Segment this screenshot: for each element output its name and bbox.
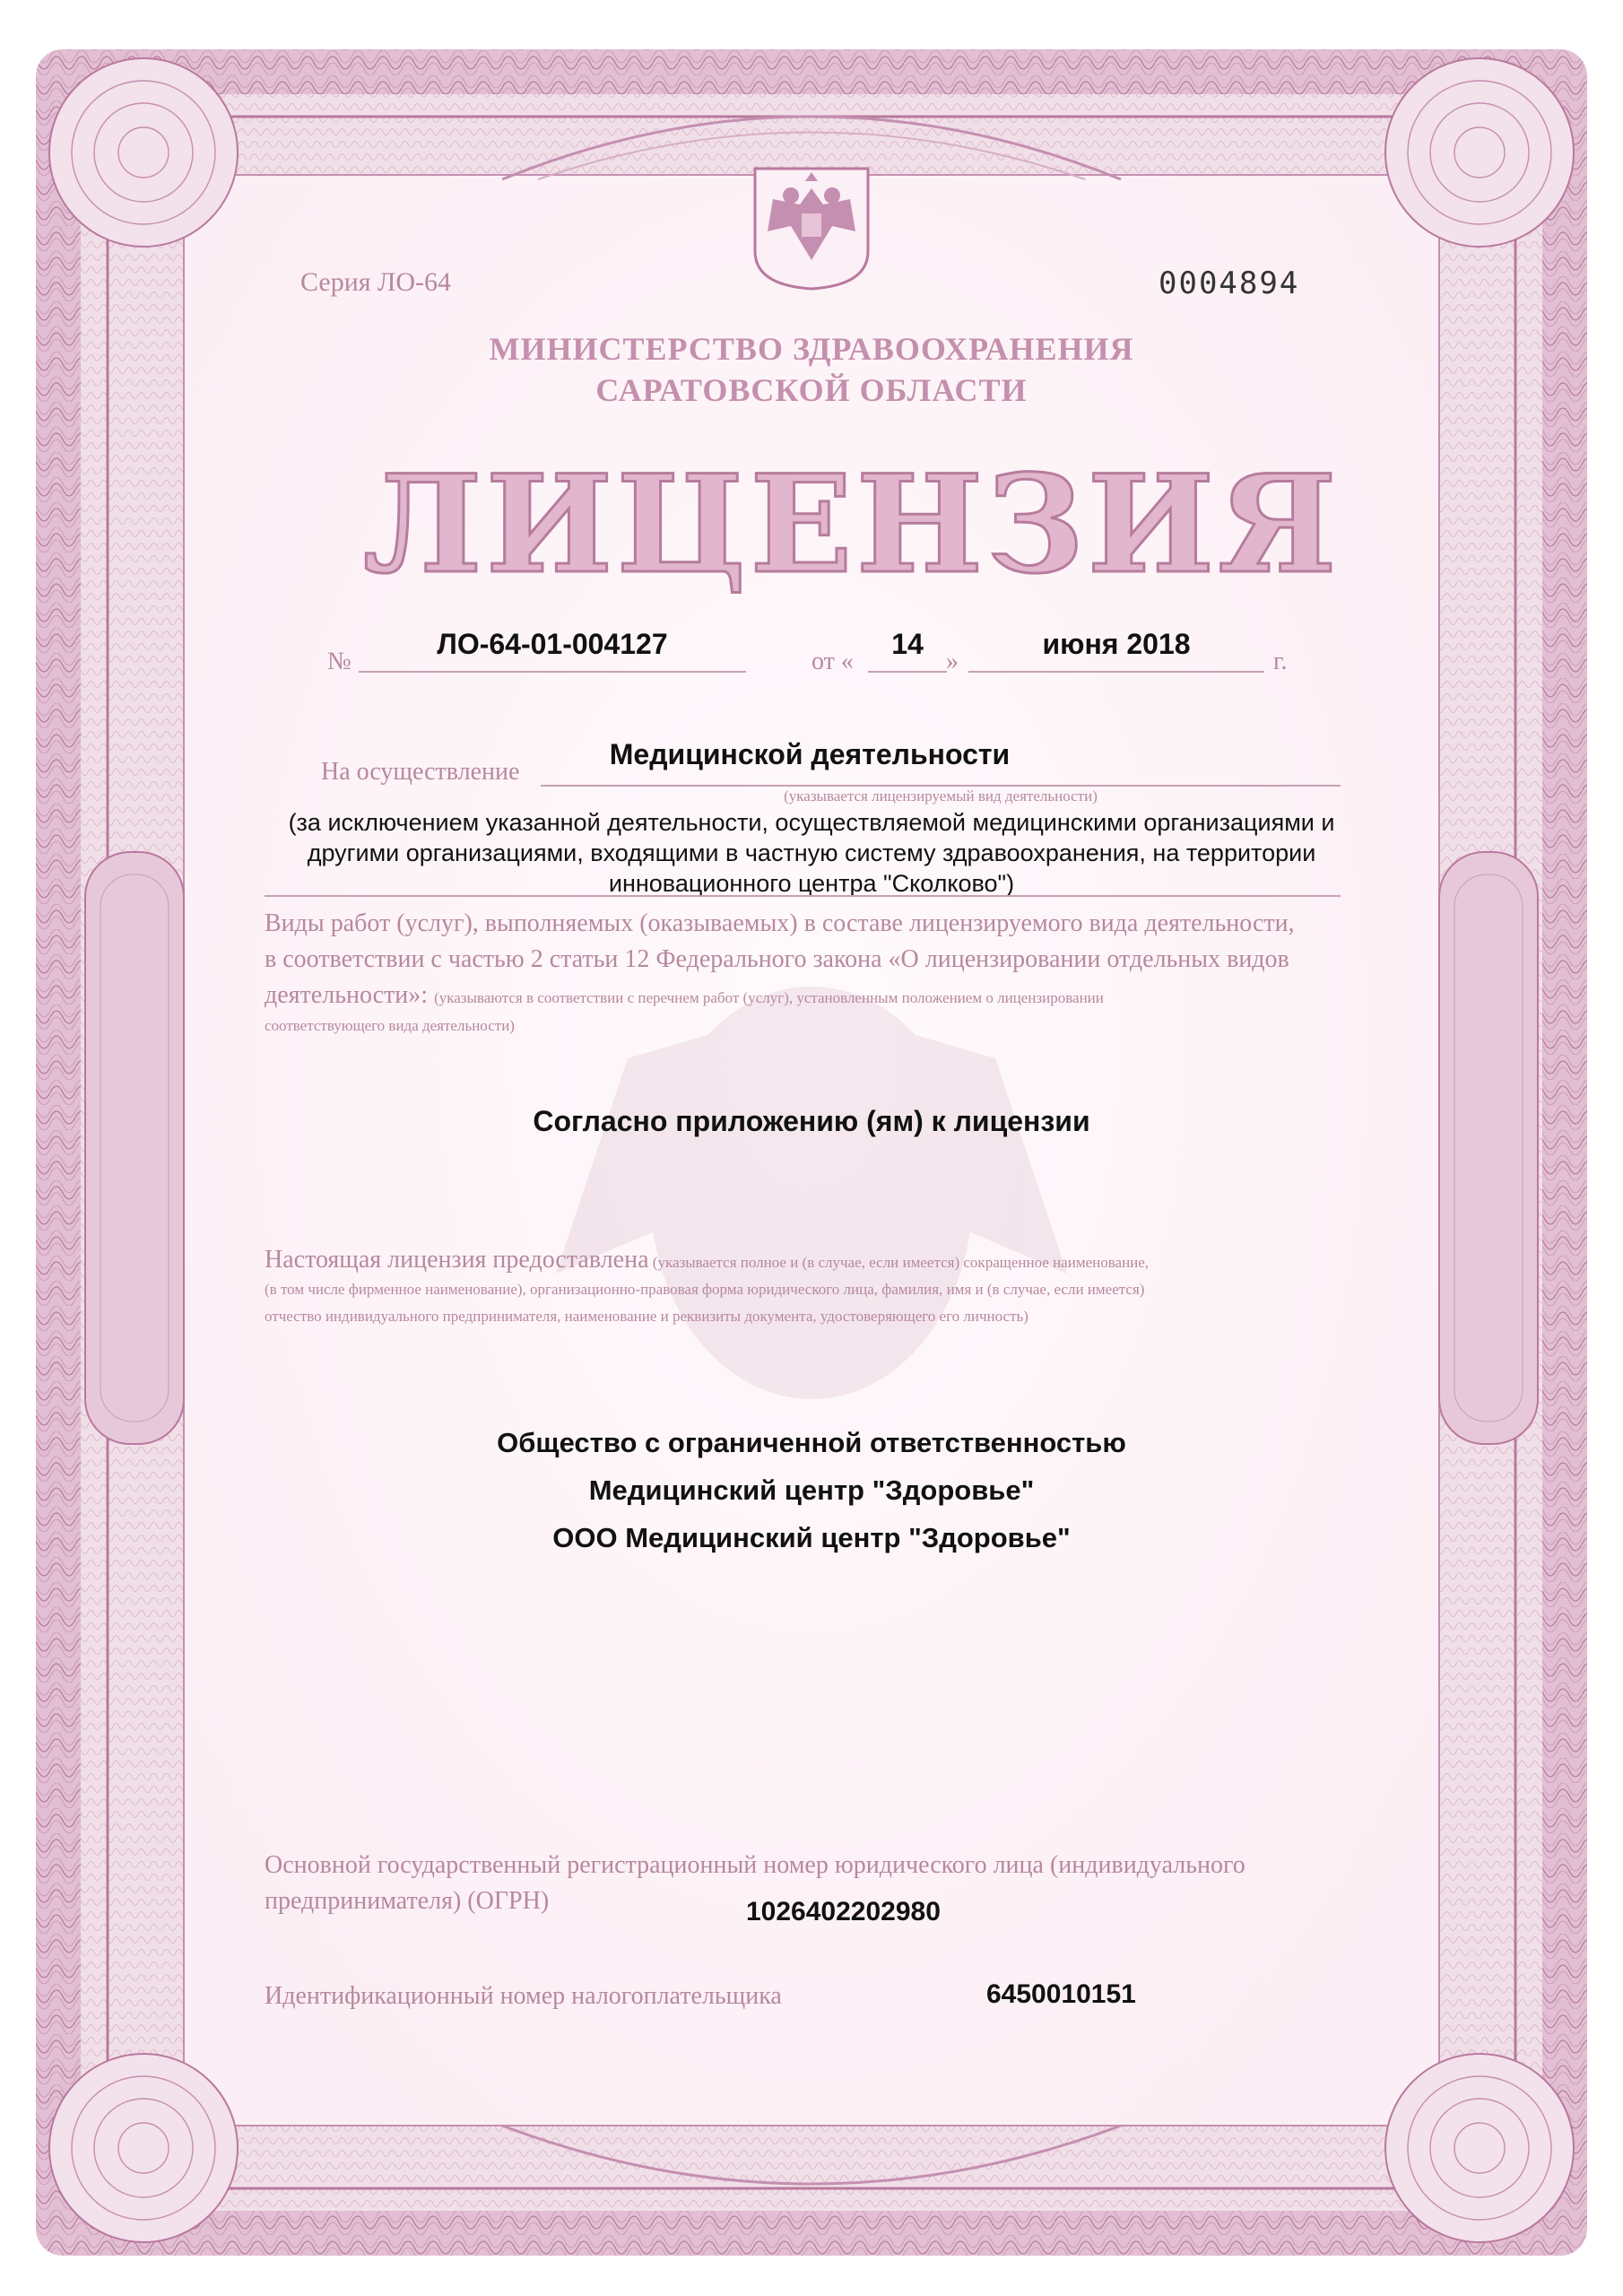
day-suffix: » (946, 648, 959, 675)
license-month-year: июня 2018 (1042, 628, 1191, 660)
works-value: Согласно приложению (ям) к лицензии (533, 1105, 1090, 1137)
ogrn-label-line-2: предпринимателя) (ОГРН) (265, 1887, 550, 1915)
licensee-description (265, 1247, 1367, 1330)
license-day: 14 (891, 628, 924, 660)
works-description (265, 906, 1367, 1036)
works-line-3-main: деятельности»: (265, 981, 429, 1009)
ogrn-value: 1026402202980 (746, 1897, 941, 1926)
works-line-1: Виды работ (услуг), выполняемых (оказываемых) в составе лицензируемого вида деятельности, (265, 909, 1295, 937)
year-suffix: г. (1273, 648, 1288, 675)
license-number: ЛО-64-01-004127 (437, 628, 668, 660)
licensee-hint-3: отчество индивидуального предпринимателя, наименование и реквизиты документа, удостоверяющего его личность) (265, 1308, 1028, 1325)
activity-details-line-3: инновационного центра "Сколково") (608, 870, 1015, 897)
number-prefix: № (327, 648, 352, 675)
licensee-name-line-3: ООО Медицинский центр "Здоровье" (552, 1522, 1071, 1553)
ogrn-label-line-1: Основной государственный регистрационный номер юридического лица (индивидуального (265, 1851, 1245, 1879)
licensee-hint-1: (указывается полное и (в случае, если имеется) сокращенное наименование, (652, 1254, 1150, 1271)
series-label: Серия ЛО-64 (300, 267, 452, 297)
activity-label: На осуществление (321, 758, 520, 786)
blank-number: 0004894 (1159, 265, 1300, 301)
double-headed-eagle-icon (746, 161, 877, 292)
licensee-label: Настоящая лицензия предоставлена (265, 1246, 649, 1274)
activity-details-line-2: другими организациями, входящими в частную систему здравоохранения, на территории (307, 839, 1316, 866)
works-line-3-hint: (указываются в соответствии с перечнем работ (услуг), установленным положением о лицензировании (434, 989, 1104, 1006)
works-line-4-hint: соответствующего вида деятельности) (265, 1017, 515, 1034)
date-prefix: от « (812, 648, 854, 675)
licensee-hint-2: (в том числе фирменное наименование), организационно-правовая форма юридического лица, фамилия, имя и (в случае, если имеется) (265, 1281, 1145, 1298)
licensee-name-line-1: Общество с ограниченной ответственностью (497, 1427, 1126, 1458)
ministry-line-1: МИНИСТЕРСТВО ЗДРАВООХРАНЕНИЯ (489, 331, 1134, 367)
licensee-name (363, 1419, 1260, 1561)
activity-value: Медицинской деятельности (609, 738, 1011, 770)
inn-label: Идентификационный номер налогоплательщика (265, 1982, 782, 2010)
document-title: ЛИЦЕНЗИЯ (363, 446, 1341, 604)
activity-details (260, 807, 1363, 899)
inn-value: 6450010151 (986, 1979, 1136, 2009)
ministry-line-2: САРАТОВСКОЙ ОБЛАСТИ (595, 372, 1028, 408)
works-line-2: в соответствии с частью 2 статьи 12 Федерального закона «О лицензировании отдельных видов (265, 945, 1289, 973)
licensee-name-line-2: Медицинский центр "Здоровье" (588, 1474, 1035, 1506)
activity-details-line-1: (за исключением указанной деятельности, осуществляемой медицинскими организациями и (288, 809, 1335, 836)
activity-hint: (указывается лицензируемый вид деятельности) (784, 787, 1098, 804)
